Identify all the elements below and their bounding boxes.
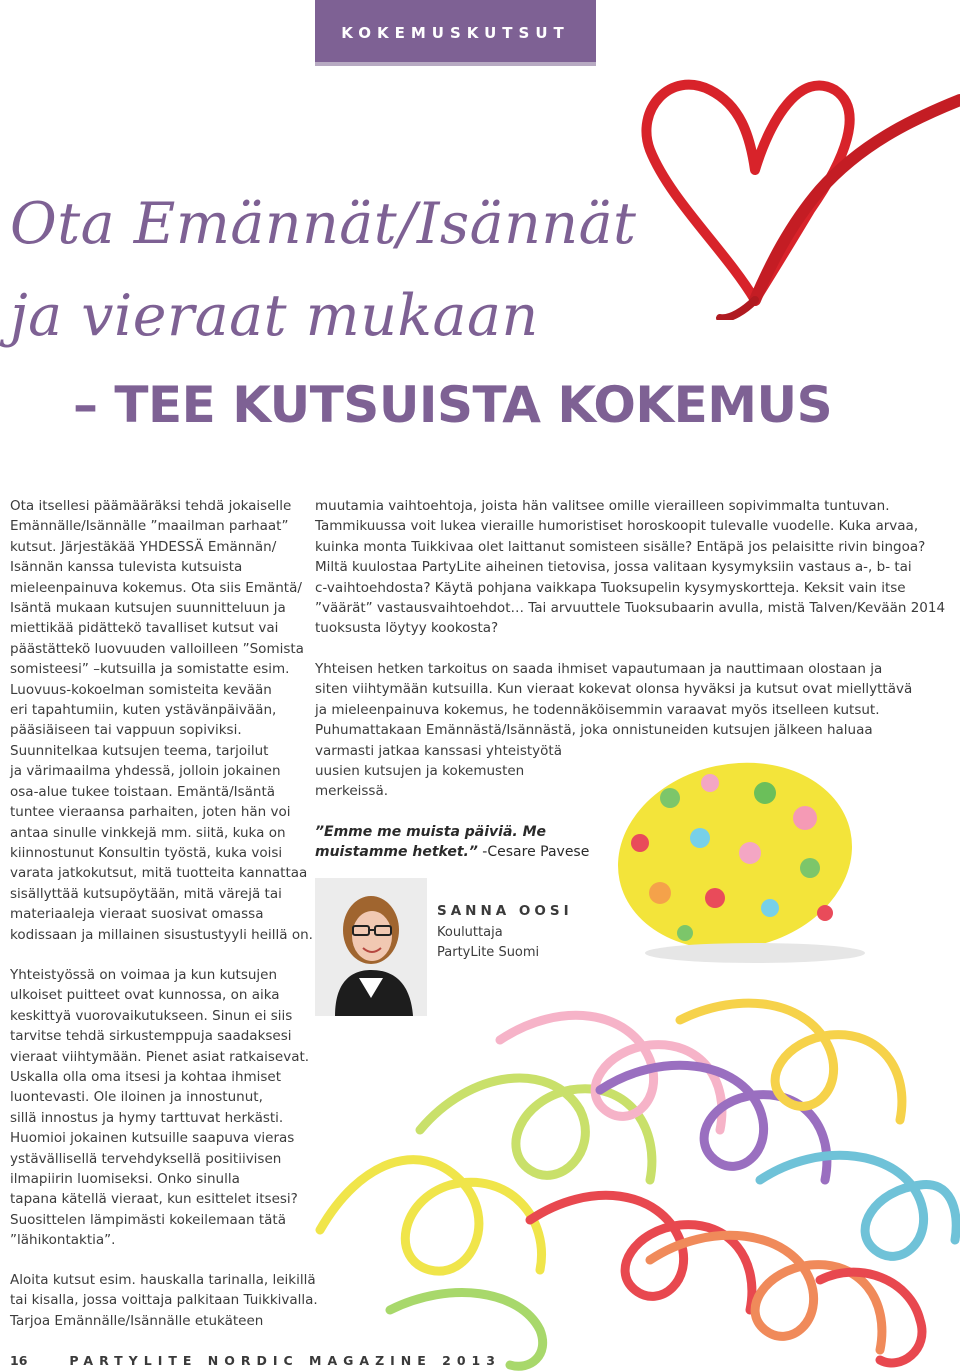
party-streamers-image (300, 980, 960, 1371)
text-line: muutamia vaihtoehtoja, joista hän valitsee omille vierailleen sopivimmalta tuntuvan. (315, 498, 890, 514)
text-line: kodissaan ja millainen sisustustyyli heillä on. (10, 926, 313, 943)
text-line: varata jatkokutsut, mitä tuotteita kannattaa (10, 865, 308, 882)
text-line: Isäntä mukaan kutsujen suunnitteluun ja (10, 600, 286, 617)
text-line: uusien kutsujen ja kokemusten (315, 763, 525, 780)
text-line: Yhteistyössä on voimaa ja kun kutsujen (10, 967, 278, 983)
text-line: ja värimaailma yhdessä, jolloin jokainen (10, 763, 281, 780)
text-line: Suosittelen lämpimästi kokeilemaan tätä (10, 1211, 286, 1228)
quote-line-1: ”Emme me muista päiviä. Me (315, 824, 547, 840)
text-line: sisällyttää kutsupöytään, mitä värejä tai (10, 885, 282, 902)
text-line: kuinka monta Tuikkivaa olet laittanut somisteen sisälle? Entäpä jos pelaisitte rivin bingoa? (315, 538, 926, 555)
text-line: tarvitse tehdä sirkustemppuja saadaksesi (10, 1028, 292, 1045)
quote (315, 822, 589, 863)
page-footer (10, 1353, 501, 1368)
text-line: varmasti jatkaa kanssasi yhteistyötä (315, 742, 562, 759)
text-line: ”väärät” vastausvaihtoehdot… Tai arvuuttele Tuoksubaarin avulla, mistä Talven/Kevään 2014 (315, 600, 946, 617)
text-line: siten viihtymään kutsuilla. Kun vieraat kokevat olonsa hyväksi ja kutsut ovat miellyttävä (315, 681, 913, 698)
text-line: tapana kätellä vieraat, kun esittelet itsesi? (10, 1191, 298, 1208)
text-line: Ota itsellesi päämääräksi tehdä jokaiselle (10, 498, 292, 514)
text-line: ulkoiset puitteet ovat kunnossa, on aika (10, 987, 280, 1004)
text-line: luontevasti. Ole iloinen ja innostunut, (10, 1089, 263, 1106)
magazine-name: PARTYLITE NORDIC MAGAZINE 2013 (69, 1353, 501, 1368)
text-line: tuntee vieraansa parhaiten, joten hän voi (10, 804, 291, 821)
text-line: mieleenpainuva kokemus. Ota siis Emäntä/ (10, 579, 302, 596)
page-number: 16 (10, 1353, 28, 1368)
text-line: Huomioi jokainen kutsuille saapuva vieras (10, 1130, 295, 1147)
text-line: Puhumattakaan Emännästä/Isännästä, joka onnistuneiden kutsujen jälkeen haluaa (315, 722, 873, 739)
section-tab: KOKEMUSKUTSUT (315, 0, 596, 62)
text-line: Suunnitelkaa kutsujen teema, tarjoilut (10, 742, 269, 759)
text-line: kutsut. Järjestäkää YHDESSÄ Emännän/ (10, 538, 277, 555)
text-line: antaa sinulle vinkkejä mm. siitä, kuka on (10, 824, 286, 841)
text-line: pääsiäiseen tai vappuun sopiviksi. (10, 722, 242, 739)
text-line: merkeissä. (315, 783, 389, 800)
text-line: ilmapiirin luomiseksi. Onko sinulla (10, 1171, 240, 1188)
text-line: päästättekö luovuuden valloilleen ”Somista (10, 640, 304, 657)
text-line: Yhteisen hetken tarkoitus on saada ihmiset vapautumaan ja nauttimaan olostaan ja (315, 661, 883, 677)
quote-author: -Cesare Pavese (477, 844, 590, 861)
ribbon-heart-image (630, 50, 960, 320)
quote-line-2: muistamme hetket.” (315, 844, 478, 861)
text-line: kiinnostunut Konsultin työstä, kuka voisi (10, 844, 283, 861)
page-subtitle: – TEE KUTSUISTA KOKEMUS (73, 376, 833, 434)
text-line: Miltä kuulostaa PartyLite aiheinen tietovisa, jossa valitaan kysymyksiin vastaus a-, b- tai (315, 559, 912, 576)
text-line: c-vaihtoehdosta? Käytä pohjana vaikkapa Tuoksupelin kysymyskortteja. Keksit vain itse (315, 579, 906, 596)
title-line-1: Ota Emännät/Isännät (10, 191, 637, 257)
text-line: ja mieleenpainuva kokemus, he todennäköisemmin varaavat myös itselleen kutsut. (315, 701, 880, 718)
page-title (10, 178, 636, 362)
text-line: Tarjoa Emännälle/Isännälle etukäteen (10, 1312, 264, 1329)
left-paragraph-1 (10, 496, 313, 945)
text-line: ystävällisellä tervehdyksellä positiivisen (10, 1150, 282, 1167)
text-line: miettikää pidättekö tavalliset kutsut vai (10, 620, 279, 637)
author-name: SANNA OOSI (437, 903, 573, 919)
text-line: eri tapahtumiin, kuten ystävänpäivään, (10, 702, 277, 719)
author-role: Kouluttaja (437, 925, 503, 940)
text-line: keskittyä vuorovaikutukseen. Sinun ei siis (10, 1007, 293, 1024)
left-paragraph-3 (10, 1270, 318, 1331)
polka-dot-egg-image (560, 738, 900, 973)
text-line: Tammikuussa voit lukea vieraille humoristiset horoskoopit tulevalle vuodelle. Kuka arvaa, (315, 518, 919, 535)
right-paragraph-1 (315, 496, 945, 639)
text-line: Isännän kanssa tulevista kutsuista (10, 559, 243, 576)
text-line: vieraat viihtymään. Pienet asiat ratkaisevat. (10, 1048, 310, 1065)
text-line: somisteesi” –kutsuilla ja somistatte esim. (10, 661, 290, 678)
text-line: Emännälle/Isännälle ”maailman parhaat” (10, 518, 289, 535)
text-line: ”lähikontaktia”. (10, 1232, 116, 1249)
text-line: tai kisalla, jossa voittaja palkitaan Tuikkivalla. (10, 1292, 318, 1309)
text-line: osa-alue tukee toistaan. Emäntä/Isäntä (10, 783, 276, 800)
title-line-2: ja vieraat mukaan (10, 283, 539, 349)
text-line: Uskalla olla oma itsesi ja kohtaa ihmiset (10, 1069, 282, 1086)
text-line: tuoksusta löytyy kookosta? (315, 620, 499, 637)
text-line: Aloita kutsut esim. hauskalla tarinalla, leikillä (10, 1272, 316, 1288)
author-organization: PartyLite Suomi (437, 945, 540, 960)
text-line: sillä innostus ja hymy tarttuvat herkästi. (10, 1109, 284, 1126)
left-paragraph-2 (10, 965, 309, 1251)
text-line: Luovuus-kokoelman somisteita kevään (10, 681, 272, 698)
text-line: materiaaleja vieraat suosivat omassa (10, 906, 264, 923)
